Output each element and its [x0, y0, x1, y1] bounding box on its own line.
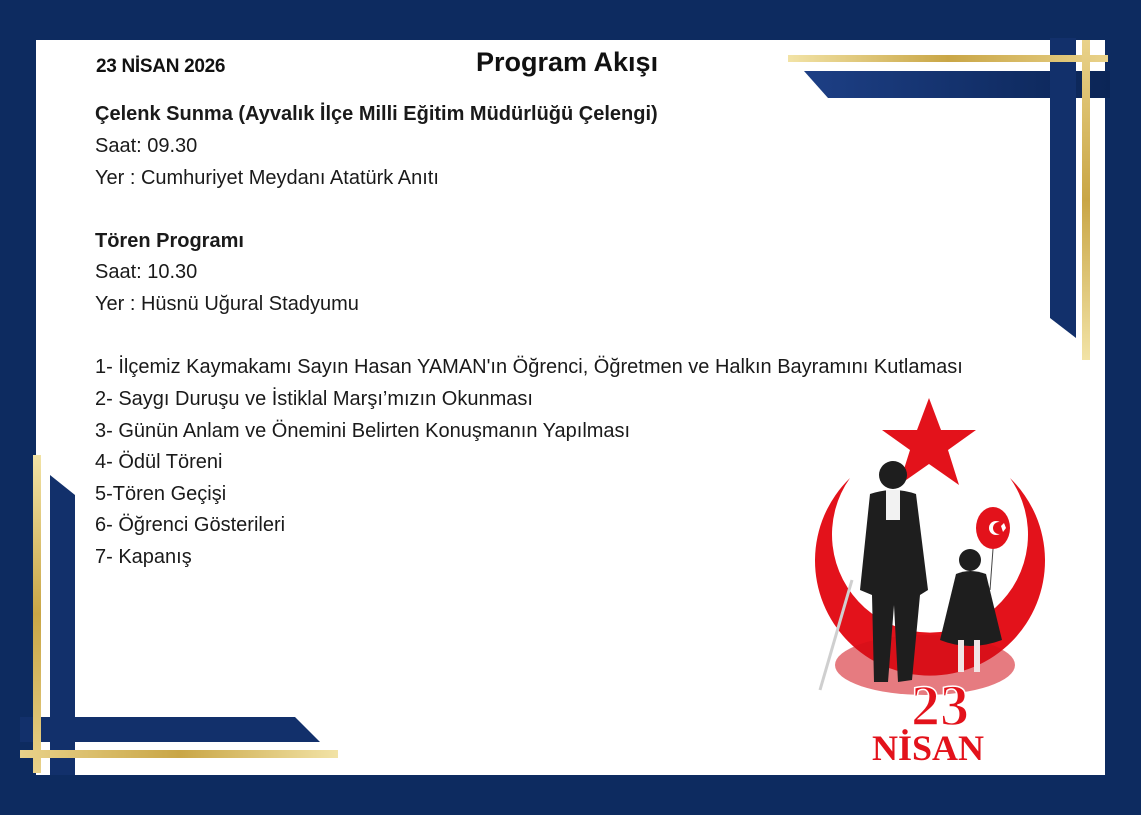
artwork-word: NİSAN	[871, 728, 985, 768]
program-item-4: 4- Ödül Töreni	[95, 451, 223, 473]
event-date: 23 NİSAN 2026	[96, 56, 226, 77]
section2-place: Yer : Hüsnü Uğural Stadyumu	[95, 293, 359, 315]
section2-heading: Tören Programı	[95, 230, 244, 252]
program-item-1: 1- İlçemiz Kaymakamı Sayın Hasan YAMAN'ın Öğrenci, Öğretmen ve Halkın Bayramını Kutlaması	[95, 356, 963, 378]
top-right-ribbon-decoration	[780, 38, 1120, 368]
ataturk-23-nisan-artwork	[790, 390, 1060, 770]
program-item-6: 6- Öğrenci Gösterileri	[95, 514, 286, 536]
program-item-2: 2- Saygı Duruşu ve İstiklal Marşı’mızın Okunması	[95, 388, 533, 410]
page-title: Program Akışı	[476, 47, 659, 77]
artwork-number: 23	[911, 673, 969, 738]
section1-place: Yer : Cumhuriyet Meydanı Atatürk Anıtı	[95, 167, 439, 189]
program-item-5: 5-Tören Geçişi	[95, 483, 227, 505]
program-item-3: 3- Günün Anlam ve Önemini Belirten Konuşmanın Yapılması	[95, 420, 631, 442]
program-item-7: 7- Kapanış	[95, 546, 192, 568]
section1-time: Saat: 09.30	[95, 135, 198, 157]
section2-time: Saat: 10.30	[95, 261, 198, 283]
section1-heading: Çelenk Sunma (Ayvalık İlçe Milli Eğitim Müdürlüğü Çelengi)	[95, 103, 658, 125]
